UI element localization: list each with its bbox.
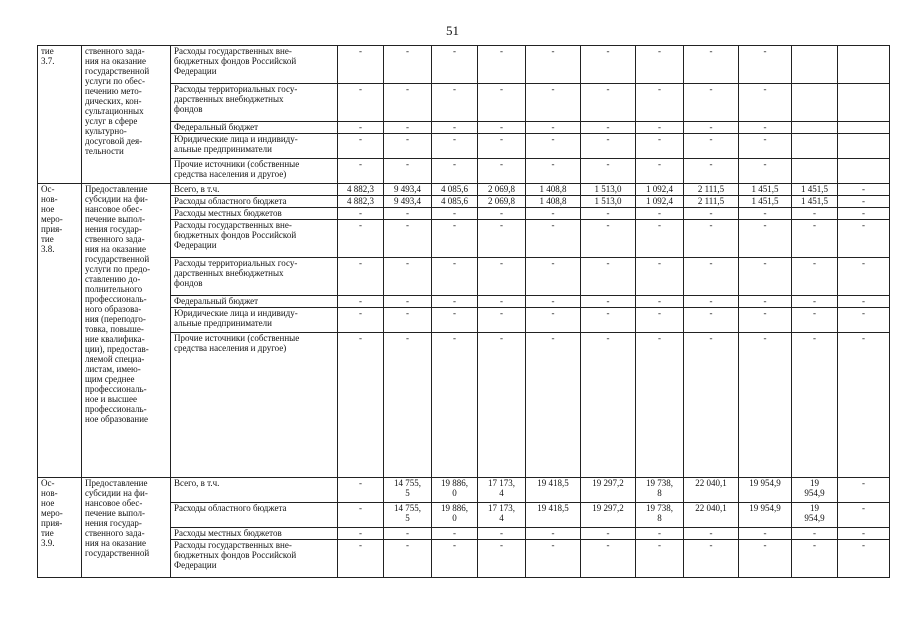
- amount-cell: -: [838, 258, 890, 296]
- amount-cell: -: [384, 258, 432, 296]
- amount-cell: -: [384, 46, 432, 84]
- amount-cell: -: [684, 84, 739, 122]
- amount-cell: -: [636, 333, 684, 478]
- measure-description-cell: Предоставление субсидии на фи- нансовое обес- печение выпол- нения государ- ственного зада- ния на оказание государственной: [82, 478, 171, 578]
- budget-table: [37, 45, 890, 578]
- amount-cell: -: [636, 134, 684, 159]
- amount-cell: -: [478, 540, 526, 578]
- table-body: [38, 46, 890, 578]
- amount-cell: -: [838, 220, 890, 258]
- amount-cell: -: [338, 308, 384, 333]
- amount-cell: [792, 134, 838, 159]
- amount-cell: -: [384, 296, 432, 308]
- amount-cell: -: [432, 528, 478, 540]
- amount-cell: 22 040,1: [684, 503, 739, 528]
- amount-cell: 1 408,8: [526, 184, 581, 196]
- amount-cell: 19 954,9: [792, 478, 838, 503]
- amount-cell: -: [526, 333, 581, 478]
- amount-cell: 19 954,9: [792, 503, 838, 528]
- amount-cell: -: [338, 159, 384, 184]
- amount-cell: -: [526, 134, 581, 159]
- amount-cell: -: [684, 159, 739, 184]
- amount-cell: -: [684, 134, 739, 159]
- measure-number-cell: Ос- нов- ное меро- прия- тие 3.9.: [38, 478, 82, 578]
- table-row: [38, 184, 890, 196]
- amount-cell: [792, 46, 838, 84]
- amount-cell: -: [526, 540, 581, 578]
- amount-cell: 2 111,5: [684, 196, 739, 208]
- amount-cell: -: [384, 220, 432, 258]
- amount-cell: 9 493,4: [384, 184, 432, 196]
- amount-cell: 4 882,3: [338, 184, 384, 196]
- funding-source-cell: Расходы территориальных госу- дарственных внебюджетных фондов: [171, 258, 338, 296]
- amount-cell: 1 092,4: [636, 184, 684, 196]
- amount-cell: -: [838, 184, 890, 196]
- amount-cell: -: [838, 478, 890, 503]
- funding-source-cell: Юридические лица и индивиду- альные предприниматели: [171, 308, 338, 333]
- amount-cell: [792, 159, 838, 184]
- amount-cell: 1 451,5: [792, 196, 838, 208]
- amount-cell: -: [526, 528, 581, 540]
- amount-cell: -: [338, 134, 384, 159]
- amount-cell: -: [684, 308, 739, 333]
- amount-cell: -: [636, 258, 684, 296]
- amount-cell: -: [739, 159, 792, 184]
- amount-cell: -: [384, 308, 432, 333]
- amount-cell: 19 418,5: [526, 478, 581, 503]
- amount-cell: -: [684, 540, 739, 578]
- funding-source-cell: Расходы областного бюджета: [171, 503, 338, 528]
- amount-cell: -: [739, 258, 792, 296]
- amount-cell: [838, 159, 890, 184]
- amount-cell: -: [478, 528, 526, 540]
- amount-cell: -: [338, 296, 384, 308]
- measure-description-cell: Предоставление субсидии на фи- нансовое обес- печение выпол- нения государ- ственного зада- ния на оказание государственной услуги по предо- ставлению до- полнительного профессиональ- ного образова- ния (переподго- товка, повыше- ние квалифика- ции), предостав- ляемой специа- листам, имею- щим среднее профессиональ- ное и высшее профессиональ- ное образование: [82, 184, 171, 478]
- amount-cell: 4 085,6: [432, 184, 478, 196]
- amount-cell: [838, 122, 890, 134]
- amount-cell: -: [384, 134, 432, 159]
- amount-cell: -: [838, 296, 890, 308]
- amount-cell: -: [581, 208, 636, 220]
- amount-cell: -: [581, 308, 636, 333]
- table-row: [38, 46, 890, 84]
- amount-cell: 19 738, 8: [636, 478, 684, 503]
- amount-cell: -: [636, 159, 684, 184]
- amount-cell: -: [684, 333, 739, 478]
- amount-cell: -: [338, 84, 384, 122]
- amount-cell: -: [739, 84, 792, 122]
- funding-source-cell: Федеральный бюджет: [171, 122, 338, 134]
- amount-cell: 2 069,8: [478, 184, 526, 196]
- amount-cell: -: [739, 122, 792, 134]
- funding-source-cell: Юридические лица и индивиду- альные предприниматели: [171, 134, 338, 159]
- amount-cell: -: [636, 540, 684, 578]
- amount-cell: -: [384, 208, 432, 220]
- amount-cell: 1 513,0: [581, 196, 636, 208]
- amount-cell: -: [792, 208, 838, 220]
- amount-cell: -: [581, 296, 636, 308]
- amount-cell: -: [478, 258, 526, 296]
- amount-cell: -: [526, 208, 581, 220]
- funding-source-cell: Расходы территориальных госу- дарственных внебюджетных фондов: [171, 84, 338, 122]
- amount-cell: [792, 84, 838, 122]
- amount-cell: 1 451,5: [739, 196, 792, 208]
- amount-cell: 19 418,5: [526, 503, 581, 528]
- amount-cell: -: [478, 159, 526, 184]
- amount-cell: -: [526, 159, 581, 184]
- amount-cell: -: [581, 84, 636, 122]
- amount-cell: -: [581, 122, 636, 134]
- amount-cell: -: [478, 134, 526, 159]
- amount-cell: -: [792, 308, 838, 333]
- amount-cell: -: [581, 46, 636, 84]
- amount-cell: -: [581, 134, 636, 159]
- amount-cell: -: [526, 308, 581, 333]
- amount-cell: -: [838, 503, 890, 528]
- amount-cell: 2 069,8: [478, 196, 526, 208]
- funding-source-cell: Прочие источники (собственные средства населения и другое): [171, 333, 338, 478]
- amount-cell: 19 886, 0: [432, 478, 478, 503]
- amount-cell: -: [338, 478, 384, 503]
- amount-cell: -: [636, 220, 684, 258]
- amount-cell: -: [636, 208, 684, 220]
- amount-cell: -: [684, 208, 739, 220]
- amount-cell: 1 092,4: [636, 196, 684, 208]
- funding-source-cell: Расходы местных бюджетов: [171, 208, 338, 220]
- amount-cell: -: [792, 333, 838, 478]
- amount-cell: 19 954,9: [739, 478, 792, 503]
- amount-cell: -: [526, 296, 581, 308]
- amount-cell: -: [338, 122, 384, 134]
- amount-cell: -: [478, 122, 526, 134]
- amount-cell: [838, 84, 890, 122]
- measure-number-cell: тие 3.7.: [38, 46, 82, 184]
- amount-cell: -: [838, 528, 890, 540]
- funding-source-cell: Расходы государственных вне- бюджетных фондов Российской Федерации: [171, 46, 338, 84]
- amount-cell: -: [684, 528, 739, 540]
- amount-cell: -: [684, 220, 739, 258]
- amount-cell: 1 451,5: [739, 184, 792, 196]
- amount-cell: -: [581, 159, 636, 184]
- amount-cell: -: [432, 122, 478, 134]
- amount-cell: 1 451,5: [792, 184, 838, 196]
- amount-cell: -: [838, 196, 890, 208]
- funding-source-cell: Прочие источники (собственные средства населения и другое): [171, 159, 338, 184]
- amount-cell: -: [581, 333, 636, 478]
- amount-cell: 1 408,8: [526, 196, 581, 208]
- amount-cell: 14 755, 5: [384, 503, 432, 528]
- amount-cell: -: [739, 333, 792, 478]
- amount-cell: -: [739, 296, 792, 308]
- amount-cell: -: [338, 540, 384, 578]
- amount-cell: -: [526, 258, 581, 296]
- amount-cell: -: [684, 122, 739, 134]
- amount-cell: -: [384, 540, 432, 578]
- amount-cell: -: [838, 308, 890, 333]
- amount-cell: -: [739, 528, 792, 540]
- page-number: 51: [446, 23, 459, 38]
- funding-source-cell: Федеральный бюджет: [171, 296, 338, 308]
- amount-cell: -: [792, 528, 838, 540]
- funding-source-cell: Расходы местных бюджетов: [171, 528, 338, 540]
- amount-cell: -: [384, 528, 432, 540]
- amount-cell: -: [384, 84, 432, 122]
- amount-cell: -: [338, 333, 384, 478]
- amount-cell: -: [432, 308, 478, 333]
- amount-cell: -: [792, 296, 838, 308]
- amount-cell: 1 513,0: [581, 184, 636, 196]
- amount-cell: -: [478, 333, 526, 478]
- amount-cell: [838, 134, 890, 159]
- measure-number-cell: Ос- нов- ное меро- прия- тие 3.8.: [38, 184, 82, 478]
- amount-cell: -: [636, 46, 684, 84]
- amount-cell: 17 173, 4: [478, 478, 526, 503]
- amount-cell: -: [636, 84, 684, 122]
- amount-cell: -: [792, 220, 838, 258]
- measure-description-cell: ственного зада- ния на оказание государственной услуги по обес- печению мето- дических, кон- сультационных услуг в сфере культурно- досуговой дея- тельности: [82, 46, 171, 184]
- amount-cell: 17 173, 4: [478, 503, 526, 528]
- amount-cell: -: [338, 528, 384, 540]
- amount-cell: 19 297,2: [581, 478, 636, 503]
- amount-cell: [792, 122, 838, 134]
- amount-cell: 19 886, 0: [432, 503, 478, 528]
- amount-cell: 4 085,6: [432, 196, 478, 208]
- amount-cell: -: [338, 220, 384, 258]
- amount-cell: -: [581, 220, 636, 258]
- amount-cell: -: [432, 46, 478, 84]
- amount-cell: -: [432, 296, 478, 308]
- table-row: [38, 478, 890, 503]
- amount-cell: -: [636, 528, 684, 540]
- amount-cell: -: [432, 134, 478, 159]
- amount-cell: -: [792, 258, 838, 296]
- amount-cell: 2 111,5: [684, 184, 739, 196]
- amount-cell: -: [338, 258, 384, 296]
- amount-cell: -: [581, 540, 636, 578]
- amount-cell: -: [838, 333, 890, 478]
- amount-cell: -: [684, 46, 739, 84]
- amount-cell: -: [636, 296, 684, 308]
- amount-cell: -: [739, 208, 792, 220]
- amount-cell: -: [432, 220, 478, 258]
- amount-cell: -: [739, 308, 792, 333]
- amount-cell: -: [526, 220, 581, 258]
- amount-cell: -: [684, 258, 739, 296]
- funding-source-cell: Расходы государственных вне- бюджетных фондов Российской Федерации: [171, 540, 338, 578]
- amount-cell: -: [739, 220, 792, 258]
- amount-cell: -: [384, 333, 432, 478]
- amount-cell: -: [478, 208, 526, 220]
- amount-cell: -: [432, 540, 478, 578]
- amount-cell: -: [432, 208, 478, 220]
- amount-cell: -: [478, 220, 526, 258]
- amount-cell: -: [739, 134, 792, 159]
- amount-cell: 9 493,4: [384, 196, 432, 208]
- amount-cell: -: [792, 540, 838, 578]
- amount-cell: -: [432, 159, 478, 184]
- funding-source-cell: Всего, в т.ч.: [171, 184, 338, 196]
- amount-cell: 22 040,1: [684, 478, 739, 503]
- amount-cell: [838, 46, 890, 84]
- amount-cell: -: [384, 122, 432, 134]
- amount-cell: -: [478, 296, 526, 308]
- amount-cell: -: [739, 540, 792, 578]
- amount-cell: -: [526, 46, 581, 84]
- amount-cell: -: [684, 296, 739, 308]
- amount-cell: -: [338, 503, 384, 528]
- funding-source-cell: Расходы государственных вне- бюджетных фондов Российской Федерации: [171, 220, 338, 258]
- amount-cell: -: [838, 208, 890, 220]
- amount-cell: -: [432, 258, 478, 296]
- amount-cell: -: [739, 46, 792, 84]
- amount-cell: -: [636, 308, 684, 333]
- amount-cell: 14 755, 5: [384, 478, 432, 503]
- amount-cell: -: [838, 540, 890, 578]
- amount-cell: 19 954,9: [739, 503, 792, 528]
- amount-cell: 19 297,2: [581, 503, 636, 528]
- amount-cell: -: [636, 122, 684, 134]
- funding-source-cell: Всего, в т.ч.: [171, 478, 338, 503]
- amount-cell: -: [526, 84, 581, 122]
- amount-cell: -: [338, 46, 384, 84]
- amount-cell: -: [526, 122, 581, 134]
- amount-cell: -: [581, 528, 636, 540]
- amount-cell: -: [432, 333, 478, 478]
- amount-cell: -: [581, 258, 636, 296]
- amount-cell: -: [384, 159, 432, 184]
- amount-cell: 4 882,3: [338, 196, 384, 208]
- amount-cell: -: [338, 208, 384, 220]
- amount-cell: -: [478, 46, 526, 84]
- amount-cell: 19 738, 8: [636, 503, 684, 528]
- amount-cell: -: [478, 84, 526, 122]
- funding-source-cell: Расходы областного бюджета: [171, 196, 338, 208]
- amount-cell: -: [432, 84, 478, 122]
- amount-cell: -: [478, 308, 526, 333]
